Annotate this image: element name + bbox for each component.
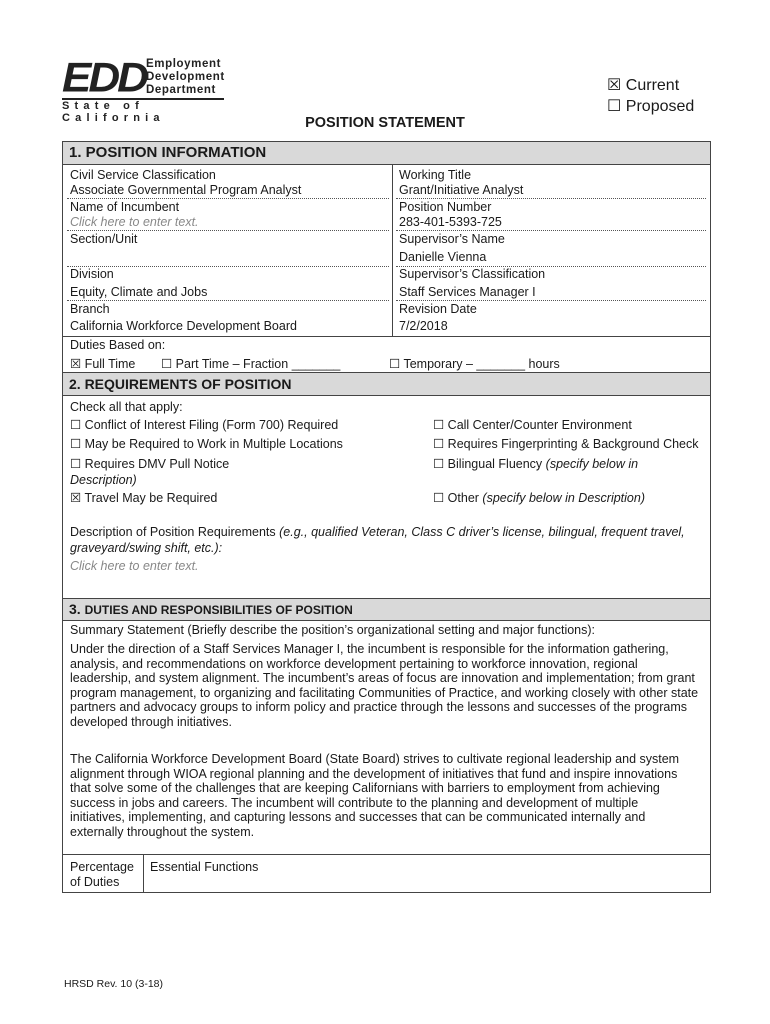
form-revision: HRSD Rev. 10 (3-18) bbox=[64, 978, 164, 990]
multiple-locations-option[interactable]: ☐ May be Required to Work in Multiple Locations bbox=[70, 437, 343, 451]
section-label: Section/Unit bbox=[70, 232, 138, 246]
conflict-option[interactable]: ☐ Conflict of Interest Filing (Form 700) Required bbox=[70, 418, 339, 432]
dot-divider bbox=[67, 300, 389, 301]
temporary-option[interactable]: ☐ Temporary – _______ hours bbox=[389, 357, 560, 371]
summary-label: Summary Statement (Briefly describe the position’s organizational setting and major functions): bbox=[70, 623, 596, 637]
sup-class-label: Supervisor’s Classification bbox=[399, 267, 546, 281]
dot-divider bbox=[396, 230, 706, 231]
other-option[interactable] bbox=[433, 491, 645, 506]
column-divider bbox=[392, 165, 393, 336]
full-time-option[interactable]: ☒ Full Time bbox=[70, 357, 136, 371]
logo-mark: EDD bbox=[62, 54, 146, 101]
desc-example-cont: graveyard/swing shift, etc.): bbox=[70, 541, 223, 555]
logo-line-2: Development bbox=[146, 71, 225, 83]
call-center-option[interactable]: ☐ Call Center/Counter Environment bbox=[433, 418, 632, 432]
column-divider bbox=[143, 854, 144, 892]
desc-label-text: Description of Position Requirements bbox=[70, 525, 280, 539]
dot-divider bbox=[396, 300, 706, 301]
dot-divider bbox=[67, 266, 389, 267]
essential-functions-label: Essential Functions bbox=[150, 860, 259, 874]
row-divider bbox=[63, 336, 710, 337]
status-proposed[interactable] bbox=[607, 96, 694, 116]
working-label: Working Title bbox=[399, 168, 472, 182]
incumbent-input[interactable]: Click here to enter text. bbox=[70, 215, 199, 229]
revision-label: Revision Date bbox=[399, 302, 477, 316]
bilingual-label: ☐ Bilingual Fluency bbox=[433, 457, 546, 471]
summary-paragraph-1[interactable]: Under the direction of a Staff Services Manager I, the incumbent is responsible for the information gathering, analysis, and recommendations on workforce development pertaining to workforce innovation, regional leadership, and system alignment. The incumbent’s areas of focus are innovation and implementation; from grant program management, to organizing and facilitating Communities of Practice, and working closely with other state partners and advocacy groups to inform policy and practice through the lessons and successes of the programs developed through initiatives. bbox=[70, 642, 699, 729]
branch-label: Branch bbox=[70, 302, 110, 316]
page-title: POSITION STATEMENT bbox=[305, 115, 465, 131]
section1-heading: 1. POSITION INFORMATION bbox=[63, 142, 710, 165]
section3-heading bbox=[63, 598, 710, 621]
branch-value[interactable]: California Workforce Development Board bbox=[70, 319, 297, 333]
other-label: ☐ Other bbox=[433, 491, 483, 505]
duties-label: Duties Based on: bbox=[70, 338, 166, 352]
dmv-option-cont: Description) bbox=[70, 473, 137, 487]
part-time-option[interactable]: ☐ Part Time – Fraction _______ bbox=[161, 357, 341, 371]
section2-heading: 2. REQUIREMENTS OF POSITION bbox=[63, 372, 710, 396]
supervisor-value[interactable]: Danielle Vienna bbox=[399, 250, 487, 264]
working-value[interactable]: Grant/Initiative Analyst bbox=[399, 183, 524, 197]
dot-divider bbox=[396, 198, 706, 199]
incumbent-label: Name of Incumbent bbox=[70, 200, 180, 214]
current-label: Current bbox=[625, 77, 680, 94]
position-value[interactable]: 283-401-5393-725 bbox=[399, 215, 502, 229]
row-divider bbox=[63, 854, 710, 855]
revision-value[interactable]: 7/2/2018 bbox=[399, 319, 448, 333]
dot-divider bbox=[67, 198, 389, 199]
civil-value[interactable]: Associate Governmental Program Analyst bbox=[70, 183, 302, 197]
section3-title: DUTIES AND RESPONSIBILITIES OF POSITION bbox=[84, 603, 353, 617]
edd-logo bbox=[62, 54, 232, 124]
logo-line-1: Employment bbox=[146, 58, 222, 70]
check-all-label: Check all that apply: bbox=[70, 400, 183, 414]
percentage-label: Percentage bbox=[70, 860, 134, 874]
proposed-checkbox[interactable]: ☐ bbox=[607, 98, 622, 115]
status-current[interactable] bbox=[607, 75, 679, 95]
proposed-label: Proposed bbox=[625, 98, 695, 115]
percentage-label-2: of Duties bbox=[70, 875, 120, 889]
dot-divider bbox=[67, 230, 389, 231]
desc-example: (e.g., qualified Veteran, Class C driver’s license, bilingual, frequent travel, bbox=[279, 525, 685, 539]
summary-paragraph-2[interactable]: The California Workforce Development Board (State Board) strives to cultivate regional leadership and system alignment through WIOA regional planning and the development of initiatives that fund and inspire innovations that solve some of the challenges that are keeping Californians with barriers to employment from achieving success in jobs and careers. The incumbent will contribute to the planning and development of multiple initiatives, implementing, and capturing lessons and successes that can be communicated internally and externally throughout the system. bbox=[70, 752, 680, 839]
travel-option[interactable]: ☒ Travel May be Required bbox=[70, 491, 218, 505]
position-form bbox=[62, 141, 711, 893]
desc-label bbox=[70, 525, 685, 540]
bilingual-note: (specify below in bbox=[545, 457, 639, 471]
division-label: Division bbox=[70, 267, 114, 281]
other-note: (specify below in Description) bbox=[482, 491, 645, 505]
logo-state: State of California bbox=[62, 100, 165, 124]
sup-class-value[interactable]: Staff Services Manager I bbox=[399, 285, 536, 299]
civil-label: Civil Service Classification bbox=[70, 168, 216, 182]
division-value[interactable]: Equity, Climate and Jobs bbox=[70, 285, 208, 299]
supervisor-label: Supervisor’s Name bbox=[399, 232, 505, 246]
current-checkbox[interactable]: ☒ bbox=[607, 77, 622, 94]
section3-number: 3. bbox=[69, 601, 85, 617]
bilingual-option[interactable] bbox=[433, 457, 638, 472]
position-label: Position Number bbox=[399, 200, 492, 214]
logo-line-3: Department bbox=[146, 84, 216, 96]
logo-text bbox=[146, 58, 225, 97]
dmv-option[interactable]: ☐ Requires DMV Pull Notice bbox=[70, 457, 230, 471]
fingerprint-option[interactable]: ☐ Requires Fingerprinting & Background Check bbox=[433, 437, 699, 451]
desc-input[interactable]: Click here to enter text. bbox=[70, 559, 199, 573]
